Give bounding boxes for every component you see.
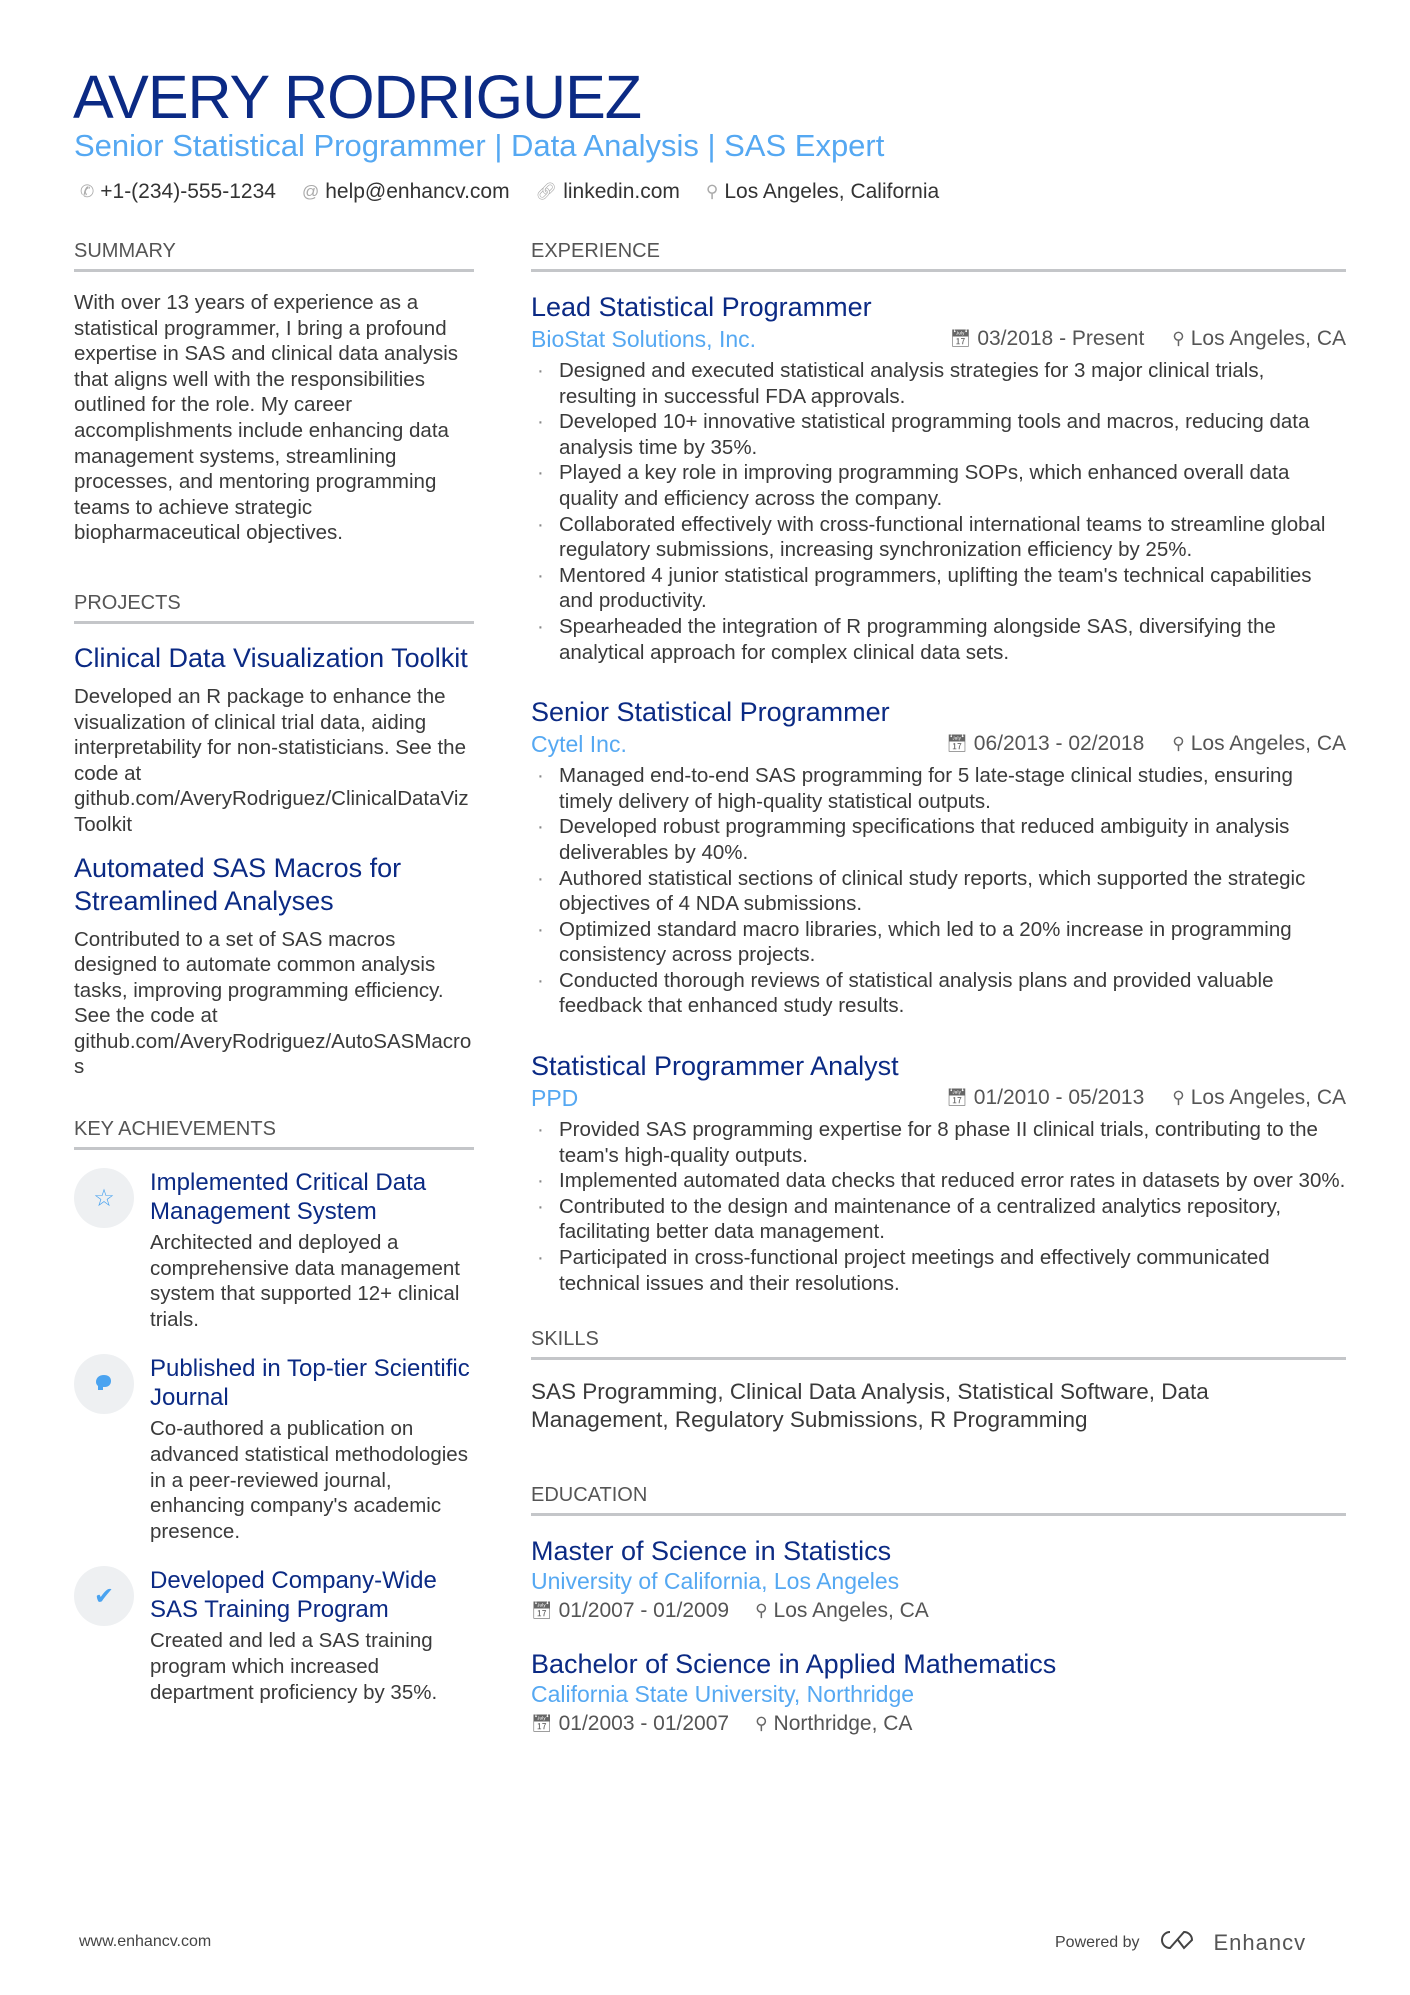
job-title: Lead Statistical Programmer (531, 292, 872, 322)
experience-section (531, 238, 1346, 1296)
job-entry (531, 1049, 1346, 1296)
achievement-description: Co-authored a publication on advanced statistical methodologies in a peer-reviewed journal, enhancing company's academic presence. (150, 1417, 468, 1543)
location-icon: ⚲ (1172, 329, 1185, 348)
contact-linkedin[interactable] (536, 178, 680, 206)
location-text: Los Angeles, CA (1190, 327, 1346, 350)
calendar-icon: 📅︎ (946, 1088, 968, 1108)
job-dates (946, 1083, 1144, 1113)
location-text: Northridge, CA (773, 1712, 913, 1736)
project-description: Developed an R package to enhance the visualization of clinical trial data, aiding interpretability for non-statisticians. See the code at github.com/AveryRodriguez/ClinicalDataVizToolkit (74, 684, 469, 836)
job-dates (946, 729, 1144, 759)
education-dates (531, 1597, 729, 1625)
education-location (755, 1710, 912, 1738)
dates-text: 01/2010 - 05/2013 (973, 1086, 1145, 1110)
bullet-item: · Managed end-to-end SAS programming for 5 late-stage clinical studies, ensuring timely delivery of high-quality statistical outputs. (531, 763, 1346, 814)
job-bullets (531, 763, 1346, 1019)
job-meta (531, 1083, 1346, 1113)
brand-name: Enhancv (1213, 1929, 1307, 1955)
bullet-item: · Conducted thorough reviews of statistical analysis plans and provided valuable feedback that enhanced study results. (531, 968, 1346, 1019)
education-meta (531, 1597, 1346, 1625)
location-icon: ⚲ (705, 182, 719, 201)
bullet-item: · Collaborated effectively with cross-functional international teams to streamline global regulatory submissions, increasing synchronization efficiency by 25%. (531, 512, 1346, 563)
location-icon: ⚲ (755, 1714, 768, 1734)
company-name: BioStat Solutions, Inc. (531, 326, 757, 352)
enhancv-logo-icon (1154, 1928, 1200, 1957)
candidate-name: AVERY RODRIGUEZ (73, 63, 642, 131)
achievement-description: Architected and deployed a comprehensive data management system that supported 12+ clinical trials. (150, 1231, 460, 1331)
project-title: Automated SAS Macros for Streamlined Analyses (74, 852, 402, 916)
phone-icon: ✆ (80, 182, 95, 201)
education-dates (531, 1710, 729, 1738)
section-heading: SKILLS (531, 1326, 1346, 1360)
bullet-item: · Played a key role in improving programming SOPs, which enhanced overall data quality and efficiency across the company. (531, 460, 1346, 511)
achievement-title: Implemented Critical Data Management System (150, 1169, 427, 1226)
section-heading: EDUCATION (531, 1482, 1346, 1516)
degree-title: Bachelor of Science in Applied Mathematics (531, 1649, 1057, 1680)
footer-website[interactable]: www.enhancv.com (79, 1933, 212, 1950)
section-heading: SUMMARY (74, 238, 474, 272)
achievement-title: Developed Company-Wide SAS Training Program (150, 1567, 437, 1624)
job-bullets (531, 358, 1346, 665)
job-dates (950, 324, 1145, 354)
calendar-icon: 📅︎ (531, 1714, 553, 1734)
check-icon: ✔ (74, 1566, 134, 1626)
section-heading: EXPERIENCE (531, 238, 1346, 272)
location-text: Los Angeles, California (724, 180, 940, 203)
location-text: Los Angeles, CA (1190, 1086, 1346, 1110)
powered-by-text: Powered by (1055, 1933, 1140, 1951)
job-title: Senior Statistical Programmer (531, 697, 890, 728)
summary-text: With over 13 years of experience as a statistical programmer, I bring a profound expertise in SAS and clinical data analysis that aligns well with the responsibilities outlined for the role. My career accomplishments include enhancing data management systems, streamlining processes, and mentoring programming teams to achieve strategic biopharmaceutical objectives. (74, 291, 459, 545)
achievement-title: Published in Top-tier Scientific Journal (150, 1355, 470, 1412)
job-bullets (531, 1117, 1346, 1296)
footer-branding (1055, 1928, 1306, 1957)
project-description: Contributed to a set of SAS macros designed to automate common analysis tasks, improving programming efficiency. See the code at github.com/AveryRodriguez/AutoSASMacros (74, 927, 472, 1079)
project-item (74, 642, 474, 838)
contact-email[interactable] (302, 178, 510, 206)
location-text: Los Angeles, CA (1190, 732, 1346, 756)
job-meta (531, 729, 1346, 759)
job-location (1172, 729, 1346, 759)
phone-text: +1-(234)-555-1234 (100, 180, 276, 203)
achievement-item (74, 1354, 474, 1544)
achievements-section (74, 1116, 474, 1705)
right-column (531, 238, 1346, 1782)
job-meta (531, 324, 1346, 354)
contact-bar (80, 178, 939, 206)
skills-text: SAS Programming, Clinical Data Analysis, Statistical Software, Data Management, Regulatory Submissions, R Programming (531, 1379, 1209, 1433)
education-entry (531, 1534, 1346, 1625)
linkedin-text[interactable]: linkedin.com (563, 180, 680, 203)
school-name: California State University, Northridge (531, 1681, 915, 1708)
bullet-item: · Provided SAS programming expertise for 8 phase II clinical trials, contributing to the team's high-quality outputs. (531, 1117, 1346, 1168)
dates-text: 03/2018 - Present (977, 327, 1145, 350)
education-meta (531, 1710, 1346, 1738)
star-icon: ☆ (74, 1168, 134, 1228)
education-section (531, 1482, 1346, 1738)
contact-phone (80, 178, 276, 206)
location-icon: ⚲ (755, 1601, 768, 1621)
section-heading: KEY ACHIEVEMENTS (74, 1116, 474, 1150)
bullet-item: · Spearheaded the integration of R programming alongside SAS, diversifying the analytical approach for complex clinical data sets. (531, 614, 1346, 665)
email-text[interactable]: help@enhancv.com (325, 180, 510, 203)
brain-icon (74, 1354, 134, 1414)
calendar-icon: 📅︎ (949, 329, 972, 348)
bullet-item: · Contributed to the design and maintenance of a centralized analytics repository, facilitating better data management. (531, 1194, 1346, 1245)
dates-text: 06/2013 - 02/2018 (973, 732, 1145, 756)
bullet-item: · Designed and executed statistical analysis strategies for 3 major clinical trials, resulting in successful FDA approvals. (531, 358, 1346, 409)
contact-location (706, 178, 939, 206)
location-icon: ⚲ (1172, 734, 1185, 754)
bullet-item: · Developed robust programming specifications that reduced ambiguity in analysis deliverables by 40%. (531, 814, 1346, 865)
project-title: Clinical Data Visualization Toolkit (74, 642, 468, 673)
bullet-item: · Optimized standard macro libraries, which led to a 20% increase in programming consistency across projects. (531, 917, 1346, 968)
job-entry (531, 290, 1346, 665)
calendar-icon: 📅︎ (531, 1601, 553, 1621)
dates-text: 01/2007 - 01/2009 (558, 1599, 730, 1623)
summary-section (74, 238, 474, 546)
company-name: PPD (531, 1085, 579, 1112)
achievement-description: Created and led a SAS training program which increased department proficiency by 35%. (150, 1629, 438, 1704)
school-name: University of California, Los Angeles (531, 1568, 900, 1595)
education-entry (531, 1647, 1346, 1738)
dates-text: 01/2003 - 01/2007 (558, 1712, 730, 1736)
achievement-item (74, 1168, 474, 1332)
job-location (1172, 1083, 1346, 1113)
projects-section (74, 590, 474, 1080)
bullet-item: · Mentored 4 junior statistical programmers, uplifting the team's technical capabilities and productivity. (531, 563, 1346, 614)
achievement-item (74, 1566, 474, 1705)
company-name: Cytel Inc. (531, 731, 627, 758)
at-icon: @ (301, 182, 320, 201)
bullet-item: · Implemented automated data checks that reduced error rates in datasets by over 30%. (531, 1168, 1346, 1194)
project-item (74, 852, 474, 1081)
bullet-item: · Authored statistical sections of clinical study reports, which supported the strategic objectives of 4 NDA submissions. (531, 866, 1346, 917)
candidate-headline: Senior Statistical Programmer | Data Analysis | SAS Expert (74, 128, 885, 163)
education-location (755, 1597, 929, 1625)
job-entry (531, 695, 1346, 1019)
degree-title: Master of Science in Statistics (531, 1536, 892, 1567)
job-location (1172, 324, 1346, 354)
skills-section (531, 1326, 1346, 1434)
location-icon: ⚲ (1172, 1088, 1185, 1108)
location-text: Los Angeles, CA (773, 1599, 929, 1623)
calendar-icon: 📅︎ (946, 734, 968, 754)
link-icon: 🔗︎ (535, 182, 558, 201)
bullet-item: · Participated in cross-functional project meetings and effectively communicated technical issues and their resolutions. (531, 1245, 1346, 1296)
left-column (74, 238, 474, 1749)
job-title: Statistical Programmer Analyst (531, 1051, 899, 1082)
section-heading: PROJECTS (74, 590, 474, 624)
bullet-item: · Developed 10+ innovative statistical programming tools and macros, reducing data analysis time by 35%. (531, 409, 1346, 460)
